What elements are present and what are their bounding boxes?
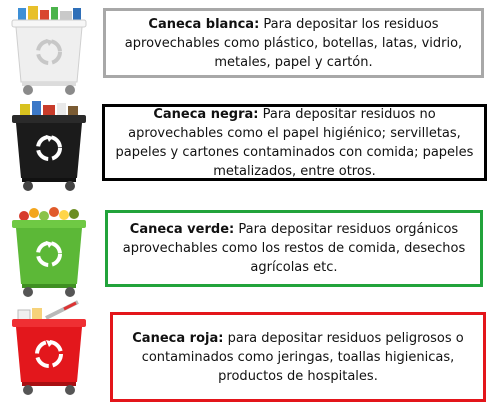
- bin-description-green: Para depositar residuos orgánicos aprovechables como los restos de comida, desechos agrícolas etc.: [122, 222, 466, 275]
- bin-title-white: Caneca blanca:: [148, 16, 260, 32]
- description-text-white: [116, 15, 471, 72]
- description-card-black: [102, 104, 487, 181]
- white-bin-illustration: [6, 2, 92, 102]
- bin-title-red: Caneca roja:: [132, 330, 224, 346]
- description-card-white: [103, 8, 484, 78]
- green-bin-illustration: [6, 204, 92, 304]
- bin-description-white: Para depositar los residuos aprovechables como plástico, botellas, latas, vidrio, metales, papel y cartón.: [124, 16, 463, 70]
- description-text-red: [123, 329, 473, 386]
- description-text-black: [115, 105, 474, 181]
- black-bin-illustration: [6, 98, 92, 198]
- bin-description-black: Para depositar residuos no aprovechables como el papel higiénico; servilletas, papeles y cartones contaminados con comida; papeles metalizados, entre otros.: [115, 106, 474, 179]
- bin-title-black: Caneca negra:: [153, 106, 259, 122]
- description-card-red: [110, 312, 486, 402]
- description-card-green: [105, 210, 483, 287]
- red-bin-illustration: [6, 300, 92, 400]
- description-text-green: [118, 220, 470, 277]
- bin-title-green: Caneca verde:: [129, 222, 235, 237]
- bin-description-red: para depositar residuos peligrosos o contaminados como jeringas, toallas higienicas, productos de hospitales.: [141, 330, 464, 384]
